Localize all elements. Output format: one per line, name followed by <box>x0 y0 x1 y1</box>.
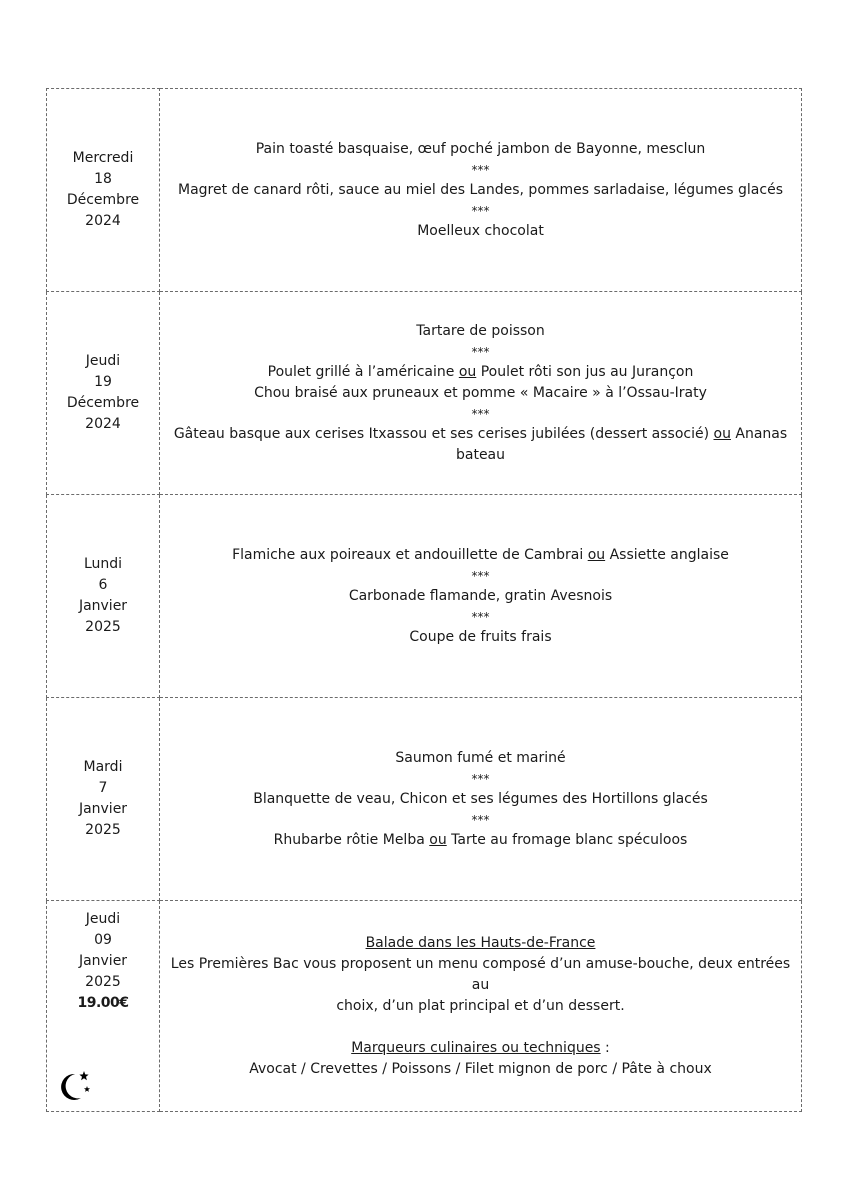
starter-option-a: Flamiche aux poireaux et andouillette de Cambrai <box>232 546 584 563</box>
month: Janvier <box>78 953 128 969</box>
dessert: Moelleux chocolat <box>417 222 544 239</box>
month: Janvier <box>78 598 128 614</box>
moon-stars-icon <box>55 1069 93 1103</box>
year: 2024 <box>85 416 121 432</box>
starter: Tartare de poisson <box>416 322 545 339</box>
menu-row <box>47 292 802 495</box>
menu-cell <box>160 89 802 292</box>
main-course: Carbonade flamande, gratin Avesnois <box>348 587 613 604</box>
year: 2025 <box>85 974 121 990</box>
separator: *** <box>471 568 490 583</box>
main-option-a: Poulet grillé à l’américaine <box>267 363 455 380</box>
date-cell <box>47 495 160 698</box>
month: Décembre <box>66 395 140 411</box>
or-label: ou <box>458 363 477 380</box>
separator: *** <box>471 203 490 218</box>
dessert <box>160 424 801 466</box>
starter <box>160 545 801 566</box>
weekday: Jeudi <box>85 353 121 369</box>
menu-table <box>46 88 802 1112</box>
dessert <box>160 830 801 851</box>
weekday: Jeudi <box>85 911 121 927</box>
year: 2024 <box>85 213 121 229</box>
menu-row <box>47 495 802 698</box>
weekday: Mardi <box>83 759 123 775</box>
menu-cell <box>160 698 802 901</box>
day-number: 09 <box>94 932 112 948</box>
date-cell <box>47 292 160 495</box>
markers-heading <box>160 1038 801 1059</box>
year: 2025 <box>85 619 121 635</box>
dessert-option-b: Tarte au fromage blanc spéculoos <box>451 831 688 848</box>
day-number: 6 <box>98 577 108 593</box>
dessert-option-a: Rhubarbe rôtie Melba <box>273 831 425 848</box>
menu-row <box>47 698 802 901</box>
side-dish: Chou braisé aux pruneaux et pomme « Macaire » à l’Ossau-Iraty <box>254 384 707 401</box>
separator: *** <box>471 771 490 786</box>
main-course: Blanquette de veau, Chicon et ses légumes des Hortillons glacés <box>253 790 708 807</box>
dessert-option-b: Ananas bateau <box>455 425 788 463</box>
separator: *** <box>471 344 490 359</box>
starter-option-b: Assiette anglaise <box>609 546 729 563</box>
markers-colon: : <box>600 1039 610 1056</box>
menu-theme: Balade dans les Hauts-de-France <box>365 934 596 951</box>
main-course <box>160 362 801 383</box>
or-label: ou <box>713 425 731 442</box>
menu-cell <box>160 495 802 698</box>
menu-cell <box>160 292 802 495</box>
day-number: 18 <box>94 171 112 187</box>
markers-list: Avocat / Crevettes / Poissons / Filet mignon de porc / Pâte à choux <box>249 1060 712 1077</box>
menu-row <box>47 901 802 1112</box>
menu-description: choix, d’un plat principal et d’un dessert. <box>336 997 625 1014</box>
price: 19.00€ <box>77 995 129 1011</box>
month: Décembre <box>66 192 140 208</box>
separator: *** <box>471 162 490 177</box>
day-number: 19 <box>94 374 112 390</box>
separator: *** <box>471 812 490 827</box>
or-label: ou <box>587 546 606 563</box>
menu-description: Les Premières Bac vous proposent un menu composé d’un amuse-bouche, deux entrées au <box>170 955 791 993</box>
dessert: Coupe de fruits frais <box>409 628 552 645</box>
menu-row <box>47 89 802 292</box>
date-cell <box>47 901 160 1112</box>
weekday: Lundi <box>83 556 123 572</box>
year: 2025 <box>85 822 121 838</box>
dessert-option-a: Gâteau basque aux cerises Itxassou et ses cerises jubilées (dessert associé) <box>173 425 710 442</box>
weekday: Mercredi <box>72 150 134 166</box>
menu-cell <box>160 901 802 1112</box>
date-cell <box>47 89 160 292</box>
main-option-b: Poulet rôti son jus au Jurançon <box>480 363 694 380</box>
separator: *** <box>471 406 490 421</box>
separator: *** <box>471 609 490 624</box>
date-cell <box>47 698 160 901</box>
markers-label: Marqueurs culinaires ou techniques <box>351 1039 601 1056</box>
day-number: 7 <box>98 780 108 796</box>
month: Janvier <box>78 801 128 817</box>
starter: Pain toasté basquaise, œuf poché jambon de Bayonne, mesclun <box>255 140 706 157</box>
starter: Saumon fumé et mariné <box>395 749 566 766</box>
main-course: Magret de canard rôti, sauce au miel des Landes, pommes sarladaise, légumes glacés <box>177 181 783 198</box>
or-label: ou <box>429 831 447 848</box>
